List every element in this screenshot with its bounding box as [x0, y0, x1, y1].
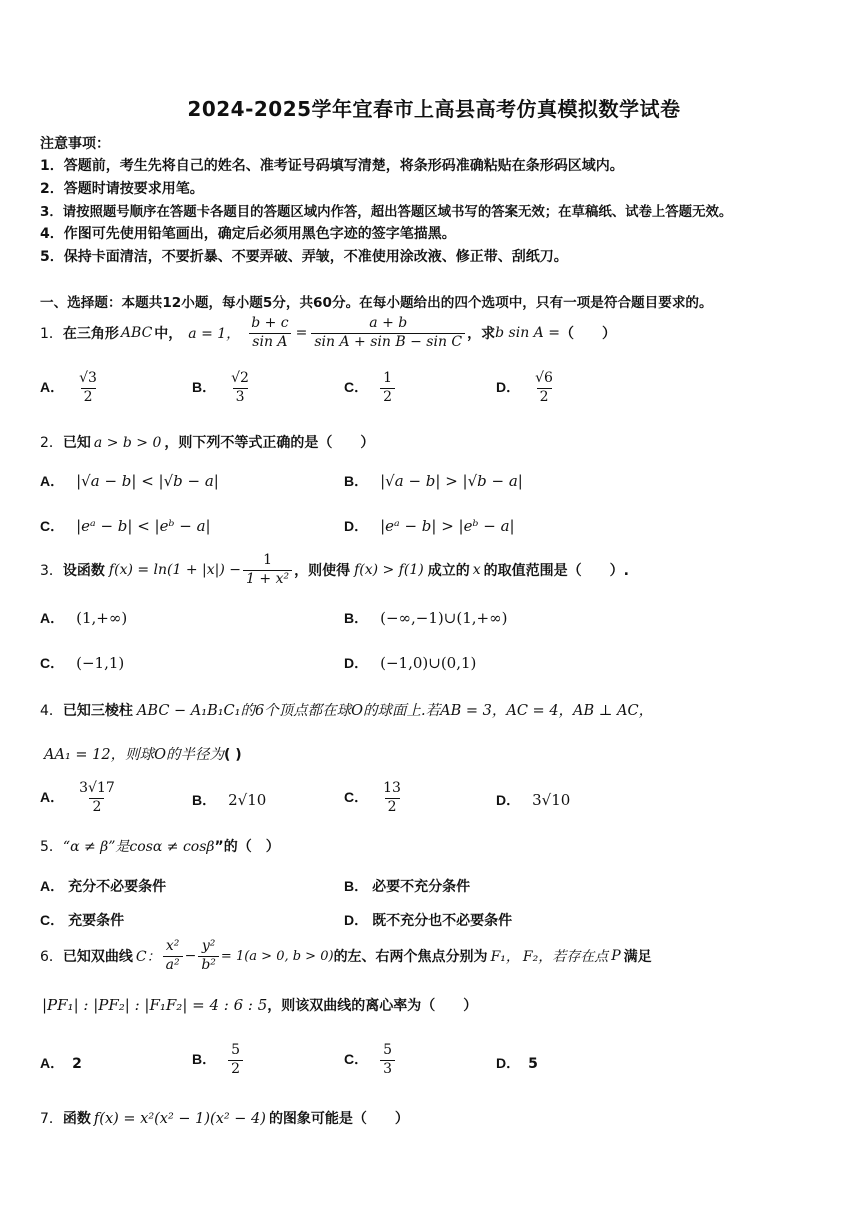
page-title: 2024-2025学年宜春市上高县高考仿真模拟数学试卷 — [187, 97, 681, 121]
fraction: $\frac{a + b}{\text{sin A + sin B − sin C}}$ — [311, 315, 465, 351]
option-a: A． |√a − b| < |√b − a| — [40, 472, 219, 490]
option-c: C． $\frac{5}{3}$ — [344, 1042, 397, 1078]
question-6: 6． 已知双曲线 C： $\frac{\text{x²}}{\text{a²}}$ − $\frac{\text{y²}}{\text{b²}}$ = 1(a > 0, b > 0) 的左、右两个焦点分别为 F₁， F₂，若存在点 P 满足 — [40, 938, 652, 973]
option-b: B． 2√10 — [192, 791, 267, 809]
option-b: B． 必要不充分条件 — [344, 878, 471, 895]
option-c: C． |eᵃ − b| < |eᵇ − a| — [40, 517, 211, 535]
question-text: 在三角形 — [62, 326, 119, 342]
answer-paren: （ ） — [559, 326, 616, 342]
notice-item: 3．请按照题号顺序在答题卡各题目的答题区域内作答，超出答题区域书写的答案无效；在草稿纸、试卷上答题无效。 — [40, 205, 733, 220]
option-c: C． $\frac{1}{2}$ — [344, 370, 397, 406]
option-d: D． 5 — [496, 1055, 538, 1072]
math: b sin A = — [495, 325, 560, 341]
math: a = 1， — [188, 326, 241, 342]
notice-item: 4．作图可先使用铅笔画出，确定后必须用黑色字迹的签字笔描黑。 — [40, 226, 456, 242]
option-b: B． |√a − b| > |√b − a| — [344, 472, 523, 490]
question-2: 2．已知 a > b > 0 ，则下列不等式正确的是（ ） — [40, 435, 375, 451]
math: ABC — [120, 325, 153, 341]
notice-item: 5．保持卡面清洁，不要折暴、不要弄破、弄皱，不准使用涂改液、修正带、刮纸刀。 — [40, 249, 568, 265]
option-c: C． $\frac{13}{2}$ — [344, 780, 401, 815]
question-6-line2: |PF₁| : |PF₂| : |F₁F₂| = 4 : 6 : 5，则该双曲线的离心率为（ ） — [42, 996, 478, 1014]
fraction: $\frac{b + c}{\text{sin A}}$ — [251, 315, 289, 350]
question-7: 7．函数 f(x) = x²(x² − 1)(x² − 4) 的图象可能是（ ） — [40, 1111, 409, 1127]
option-d: D． (−1,0)∪(0,1) — [344, 654, 477, 672]
question-number: 1． — [40, 326, 63, 342]
option-a: A． 2 — [40, 1055, 82, 1072]
section-heading: 一、选择题：本题共12小题，每小题5分，共60分。在每小题给出的四个选项中，只有一项是符合题目要求的。 — [40, 295, 713, 311]
option-a: A． $\frac{√3}{2}$ — [40, 370, 97, 405]
question-3: 3． 设函数 f(x) = ln(1 + |x|) − $\frac{1}{\text{1 + x²}}$ ，则使得 f(x) > f(1) 成立的 x 的取值范围是（ ）. — [40, 552, 629, 587]
option-a: A． 充分不必要条件 — [40, 878, 167, 895]
question-4-line2: AA₁ = 12，则球O的半径为( ) — [44, 747, 242, 763]
notice-heading: 注意事项： — [40, 136, 110, 152]
question-4: 4．已知三棱柱 ABC − A₁B₁C₁的6个顶点都在球O的球面上.若AB = 3，AC = 4，AB ⊥ AC， — [40, 703, 654, 719]
question-text: 中， — [154, 326, 183, 342]
option-d: D． $\frac{√6}{2}$ — [496, 370, 553, 405]
option-d: D． 既不充分也不必要条件 — [344, 912, 513, 929]
question-1: 1． 在三角形 ABC 中， a = 1， $\frac{b + c}{\text{sin A}}$ = $\frac{a + b}{\text{sin A + sin B − sin C}}$ ，求 b sin A = （ ） — [40, 315, 616, 350]
notice-item: 1．答题前，考生先将自己的姓名、准考证号码填写清楚，将条形码准确粘贴在条形码区域内。 — [40, 158, 624, 174]
option-b: B． $\frac{5}{2}$ — [192, 1042, 245, 1078]
option-d: D． 3√10 — [496, 791, 571, 809]
option-b: B． (−∞,−1)∪(1,+∞) — [344, 609, 508, 627]
option-c: C． 充要条件 — [40, 912, 125, 929]
question-5: 5．“α ≠ β”是cosα ≠ cosβ”的（ ） — [40, 839, 280, 855]
option-c: C． (−1,1) — [40, 654, 125, 672]
option-a: A． $\frac{3√17}{2}$ — [40, 780, 115, 815]
question-text: ，求 — [467, 326, 496, 342]
option-d: D． |eᵃ − b| > |eᵇ − a| — [344, 517, 515, 535]
option-b: B． $\frac{√2}{3}$ — [192, 370, 249, 405]
notice-item: 2．答题时请按要求用笔。 — [40, 181, 204, 197]
option-a: A． (1,+∞) — [40, 609, 128, 627]
